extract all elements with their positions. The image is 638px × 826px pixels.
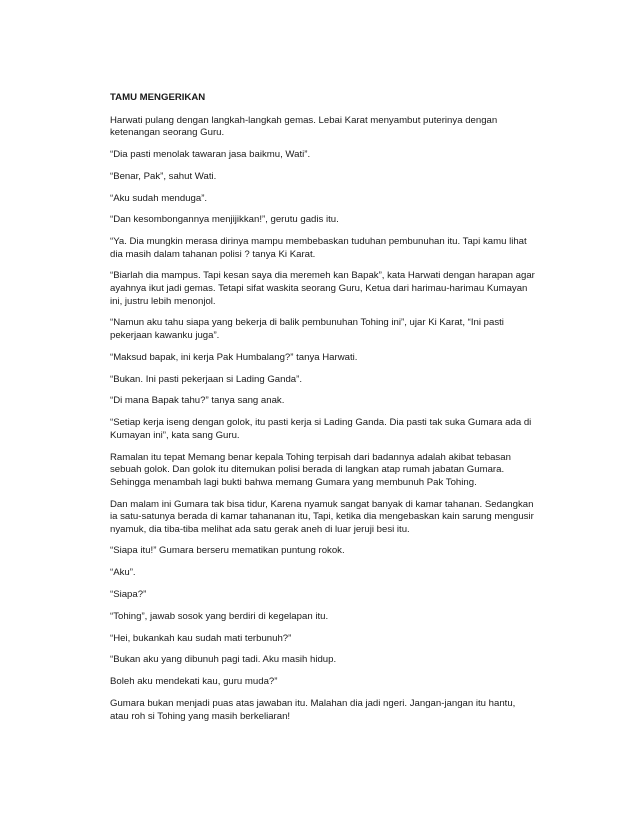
paragraph: “Namun aku tahu siapa yang bekerja di balik pembunuhan Tohing ini”, ujar Ki Karat, “Ini pasti pekerjaan kawanku juga”. [110, 317, 504, 342]
paragraph: Ramalan itu tepat Memang benar kepala Tohing terpisah dari badannya adalah akibat tebasan sebuah golok. Dan golok itu ditemukan polisi berada di langkan atap rumah jabatan Gumara. Sehingga menambah lagi bukti bahwa memang Gumara yang membunuh Pak Tohing. [110, 451, 511, 488]
paragraph: “Tohing”, jawab sosok yang berdiri di kegelapan itu. [110, 610, 329, 622]
paragraph: “Maksud bapak, ini kerja Pak Humbalang?” tanya Harwati. [110, 351, 358, 363]
paragraph: Dan malam ini Gumara tak bisa tidur, Karena nyamuk sangat banyak di kamar tahanan. Sedangkan ia satu-satunya berada di kamar tahananan itu, Tapi, ketika dia mengebaskan kain sarung mengusir nyamuk, dia tiba-tiba melihat ada satu gerak aneh di luar jeruji besi itu. [110, 498, 534, 535]
paragraph: “Bukan. Ini pasti pekerjaan si Lading Ganda”. [110, 373, 302, 385]
paragraph: Boleh aku mendekati kau, guru muda?” [110, 676, 278, 688]
paragraph: “Dia pasti menolak tawaran jasa baikmu, Wati”. [110, 148, 311, 160]
document-body [110, 92, 535, 732]
paragraph: “Hei, bukankah kau sudah mati terbunuh?” [110, 632, 292, 644]
paragraph: “Setiap kerja iseng dengan golok, itu pasti kerja si Lading Ganda. Dia pasti tak suka Gumara ada di Kumayan ini”, kata sang Guru. [110, 417, 532, 441]
paragraph: “Dan kesombongannya menjijikkan!”, gerutu gadis itu. [110, 214, 339, 226]
paragraph: “Di mana Bapak tahu?” tanya sang anak. [110, 395, 285, 407]
paragraph: “Ya. Dia mungkin merasa dirinya mampu membebaskan tuduhan pembunuhan itu. Tapi kamu lihat dia masih dalam tahanan polisi ? tanya Ki Karat. [110, 236, 527, 260]
paragraph: “Bukan aku yang dibunuh pagi tadi. Aku masih hidup. [110, 654, 337, 666]
paragraph: “Aku sudah menduga”. [110, 192, 208, 204]
paragraph: “Benar, Pak”, sahut Wati. [110, 170, 217, 182]
document-title: TAMU MENGERIKAN [110, 92, 206, 103]
paragraph: “Siapa itu!” Gumara berseru mematikan puntung rokok. [110, 545, 345, 557]
paragraph: “Siapa?” [110, 589, 147, 601]
paragraph: “Biarlah dia mampus. Tapi kesan saya dia meremeh kan Bapak”, kata Harwati dengan harapan agar ayahnya ikut jadi gemas. Tetapi sifat waskita seorang Guru, Ketua dari harimau-harimau Kumayan ini, justru lebih menonjol. [110, 270, 535, 307]
paragraph: Harwati pulang dengan langkah-langkah gemas. Lebai Karat menyambut puterinya dengan ketenangan seorang Guru. [110, 114, 498, 139]
paragraph: “Aku”. [110, 567, 136, 579]
paragraph: Gumara bukan menjadi puas atas jawaban itu. Malahan dia jadi ngeri. Jangan-jangan itu hantu, atau roh si Tohing yang masih berkeliaran! [110, 697, 516, 722]
